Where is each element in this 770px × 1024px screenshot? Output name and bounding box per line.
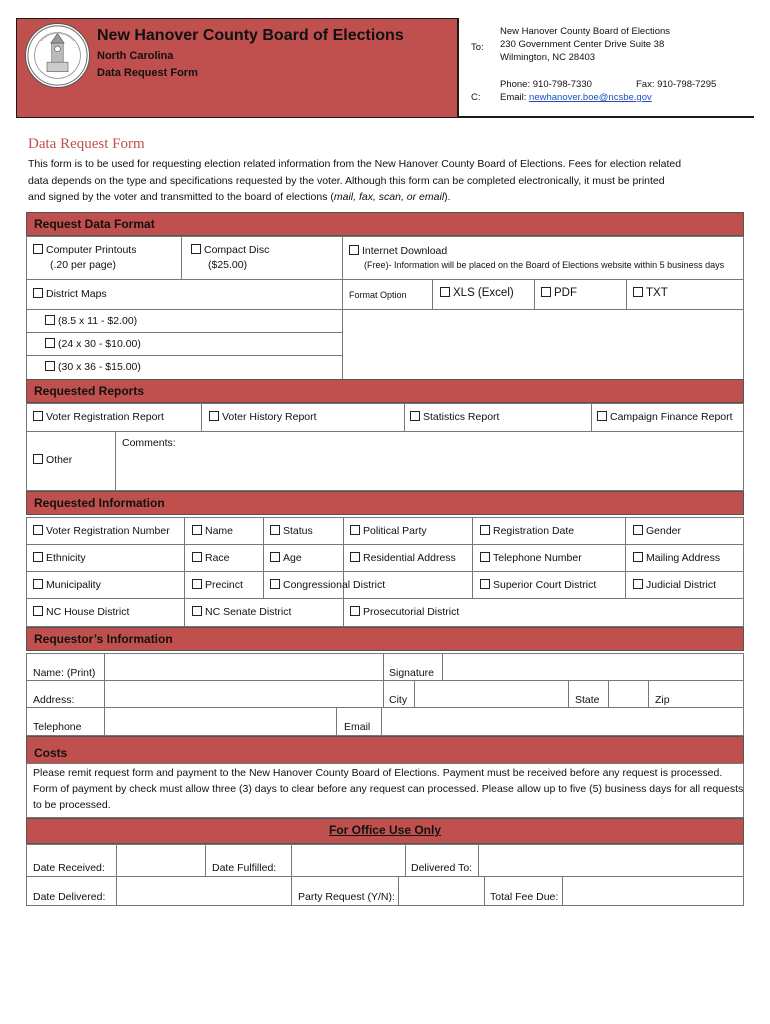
checkbox[interactable] — [349, 245, 359, 255]
checkbox[interactable] — [597, 411, 607, 421]
c-label: C: — [471, 92, 481, 103]
divider — [26, 680, 744, 681]
statistics-report-option[interactable]: Statistics Report — [410, 411, 499, 423]
comments-label: Comments: — [122, 437, 176, 449]
date-delivered-label: Date Delivered: — [33, 891, 106, 903]
total-fee-label: Total Fee Due: — [490, 891, 559, 903]
info-residential-address[interactable]: Residential Address — [350, 552, 456, 564]
checkbox[interactable] — [633, 287, 643, 297]
city-label: City — [389, 694, 408, 706]
map-size-30x36-option[interactable]: (30 x 36 - $15.00) — [45, 361, 141, 373]
checkbox[interactable] — [192, 525, 202, 535]
intro-line-1: This form is to be used for requesting election related information from the New Hanover County Board of Elections. Fees for election related — [28, 158, 682, 170]
checkbox[interactable] — [350, 525, 360, 535]
cell-computer-printouts — [26, 236, 182, 280]
voter-registration-report-option[interactable]: Voter Registration Report — [33, 411, 164, 423]
divider — [26, 876, 744, 877]
header-banner — [16, 18, 458, 118]
divider — [26, 707, 744, 708]
checkbox[interactable] — [192, 606, 202, 616]
info-registration-date[interactable]: Registration Date — [480, 525, 574, 537]
checkbox[interactable] — [541, 287, 551, 297]
internet-download-option[interactable]: Internet Download — [349, 245, 447, 257]
divider — [383, 653, 384, 708]
checkbox[interactable] — [350, 552, 360, 562]
intro-line-3: and signed by the voter and transmitted to the board of elections (mail, fax, scan, or email). — [28, 191, 451, 203]
divider — [608, 680, 609, 708]
intro-line-2: data depends on the type and specifications requested by the voter. Although this form can be completed electronically, it must be printed — [28, 174, 665, 187]
info-judicial-district[interactable]: Judicial District — [633, 579, 716, 591]
date-fulfilled-input[interactable] — [293, 846, 403, 875]
info-nc-house-district[interactable]: NC House District — [33, 606, 129, 618]
divider — [472, 517, 473, 599]
email-label: Email: — [500, 92, 530, 103]
cell-compact-disc — [181, 236, 343, 280]
state-subtitle: North Carolina — [97, 50, 174, 62]
divider — [201, 403, 202, 432]
telephone-input[interactable] — [106, 709, 334, 734]
checkbox[interactable] — [633, 525, 643, 535]
divider — [381, 707, 382, 736]
delivered-to-label: Delivered To: — [411, 862, 473, 874]
info-name[interactable]: Name — [192, 525, 233, 537]
divider — [568, 680, 569, 708]
party-request-input[interactable] — [400, 878, 482, 905]
checkbox[interactable] — [410, 411, 420, 421]
info-prosecutorial-district[interactable]: Prosecutorial District — [350, 606, 459, 618]
format-option-label: Format Option — [349, 290, 407, 300]
divider — [26, 332, 343, 333]
info-telephone-number[interactable]: Telephone Number — [480, 552, 582, 564]
date-delivered-input[interactable] — [118, 878, 289, 905]
state-label: State — [575, 694, 600, 706]
divider — [405, 844, 406, 877]
map-size-8x11-option[interactable]: (8.5 x 11 - $2.00) — [45, 315, 137, 327]
section-requestor-information: Requestor’s Information — [26, 627, 744, 651]
divider — [26, 571, 744, 572]
email-line — [500, 92, 652, 103]
checkbox[interactable] — [191, 244, 201, 254]
checkbox[interactable] — [45, 338, 55, 348]
divider — [116, 876, 117, 906]
divider — [398, 876, 399, 906]
zip-label: Zip — [655, 694, 670, 706]
divider — [625, 517, 626, 599]
map-size-24x30-option[interactable]: (24 x 30 - $10.00) — [45, 338, 141, 350]
divider — [26, 544, 744, 545]
checkbox[interactable] — [192, 552, 202, 562]
divider — [591, 403, 592, 432]
form-subtitle: Data Request Form — [97, 67, 198, 79]
checkbox[interactable] — [480, 552, 490, 562]
section-office-use: For Office Use Only — [26, 818, 744, 844]
info-nc-senate-district[interactable]: NC Senate District — [192, 606, 291, 618]
address-input[interactable] — [106, 682, 381, 706]
divider — [404, 403, 405, 432]
internet-download-note: (Free)- Information will be placed on the Board of Elections website within 5 business days — [364, 260, 725, 270]
total-fee-input[interactable] — [564, 878, 742, 905]
checkbox[interactable] — [33, 606, 43, 616]
compact-disc-option[interactable]: Compact Disc — [191, 244, 269, 256]
info-gender[interactable]: Gender — [633, 525, 681, 537]
checkbox[interactable] — [350, 606, 360, 616]
cell-map-sizes-blank — [342, 309, 744, 380]
checkbox[interactable] — [33, 411, 43, 421]
divider — [442, 653, 443, 681]
checkbox[interactable] — [33, 288, 43, 298]
info-ethnicity[interactable]: Ethnicity — [33, 552, 86, 564]
costs-line-3: to be processed. — [33, 799, 111, 811]
email-field-label: Email — [344, 721, 371, 733]
computer-printouts-option[interactable]: Computer Printouts — [33, 244, 136, 256]
name-input[interactable] — [106, 655, 381, 679]
date-received-label: Date Received: — [33, 862, 105, 874]
divider — [534, 279, 535, 310]
checkbox[interactable] — [209, 411, 219, 421]
checkbox[interactable] — [633, 579, 643, 589]
txt-option[interactable]: TXT — [633, 287, 668, 299]
info-precinct[interactable]: Precinct — [192, 579, 243, 591]
checkbox[interactable] — [33, 244, 43, 254]
divider — [648, 680, 649, 708]
to-line-3: Wilmington, NC 28403 — [500, 52, 596, 63]
address-label: Address: — [33, 694, 75, 706]
delivered-to-input[interactable] — [480, 846, 742, 875]
checkbox[interactable] — [192, 579, 202, 589]
divider — [104, 653, 105, 736]
signature-label: Signature — [389, 667, 434, 679]
divider — [26, 598, 744, 599]
email-link[interactable]: newhanover.boe@ncsbe.gov — [529, 92, 652, 103]
name-label: Name: (Print) — [33, 667, 96, 679]
to-label: To: — [471, 42, 484, 53]
divider — [336, 707, 337, 736]
header-rule — [458, 116, 754, 118]
signature-input[interactable] — [444, 655, 742, 679]
info-age[interactable]: Age — [270, 552, 302, 564]
divider — [478, 844, 479, 877]
cell-internet-download — [342, 236, 744, 280]
checkbox[interactable] — [33, 454, 43, 464]
comments-input[interactable] — [116, 450, 743, 490]
checkbox[interactable] — [45, 361, 55, 371]
pdf-option[interactable]: PDF — [541, 287, 577, 299]
computer-printouts-price: (.20 per page) — [50, 259, 116, 271]
info-voter-registration-number[interactable]: Voter Registration Number — [33, 525, 170, 537]
section-requested-information: Requested Information — [26, 491, 744, 515]
date-received-input[interactable] — [118, 846, 203, 875]
divider — [484, 876, 485, 906]
info-municipality[interactable]: Municipality — [33, 579, 101, 591]
page-title: Data Request Form — [28, 136, 145, 152]
divider — [626, 279, 627, 310]
telephone-label: Telephone — [33, 721, 82, 733]
section-requested-reports: Requested Reports — [26, 379, 744, 403]
checkbox[interactable] — [270, 579, 280, 589]
costs-line-1: Please remit request form and payment to the New Hanover County Board of Elections. Payment must be received before any request is processed. — [33, 767, 723, 779]
party-request-label: Party Request (Y/N): — [298, 891, 395, 903]
seal-icon — [26, 24, 89, 87]
date-fulfilled-label: Date Fulfilled: — [212, 862, 277, 874]
checkbox[interactable] — [480, 579, 490, 589]
other-report-option[interactable]: Other — [33, 454, 72, 466]
fax-number: Fax: 910-798-7295 — [636, 79, 717, 90]
intro-text — [28, 156, 718, 206]
divider — [432, 279, 433, 310]
section-costs: Costs — [26, 736, 744, 764]
checkbox[interactable] — [270, 552, 280, 562]
zip-input[interactable] — [670, 682, 742, 706]
divider — [263, 517, 264, 599]
info-congressional-district[interactable]: Congressional District — [270, 579, 385, 591]
divider — [205, 844, 206, 877]
info-status[interactable]: Status — [270, 525, 313, 537]
section-request-format: Request Data Format — [26, 212, 744, 236]
divider — [414, 680, 415, 708]
header-divider — [458, 18, 459, 118]
info-political-party[interactable]: Political Party — [350, 525, 427, 537]
divider — [184, 517, 185, 627]
district-maps-option[interactable]: District Maps — [33, 288, 107, 300]
checkbox[interactable] — [633, 552, 643, 562]
checkbox[interactable] — [33, 579, 43, 589]
checkbox[interactable] — [33, 525, 43, 535]
checkbox[interactable] — [440, 287, 450, 297]
divider — [291, 844, 292, 877]
info-race[interactable]: Race — [192, 552, 230, 564]
checkbox[interactable] — [270, 525, 280, 535]
divider — [343, 517, 344, 627]
city-input[interactable] — [416, 682, 566, 706]
email-input[interactable] — [383, 709, 742, 734]
voter-history-report-option[interactable]: Voter History Report — [209, 411, 317, 423]
to-line-1: New Hanover County Board of Elections — [500, 26, 671, 37]
compact-disc-price: ($25.00) — [208, 259, 248, 271]
phone-number: Phone: 910-798-7330 — [500, 79, 592, 90]
divider — [26, 355, 343, 356]
divider — [116, 844, 117, 877]
county-seal-logo — [25, 23, 90, 88]
checkbox[interactable] — [45, 315, 55, 325]
costs-line-2: Form of payment by check must allow three (3) days to clear before any request can processed. Please allow up to five (5) business days for all requests — [33, 783, 744, 795]
to-line-2: 230 Government Center Drive Suite 38 — [500, 39, 665, 50]
organization-title: New Hanover County Board of Elections — [97, 27, 404, 44]
intro-methods: mail, fax, scan, or email — [333, 191, 445, 203]
state-input[interactable] — [610, 682, 646, 706]
xls-option[interactable]: XLS (Excel) — [440, 287, 514, 299]
divider — [562, 876, 563, 906]
checkbox[interactable] — [33, 552, 43, 562]
checkbox[interactable] — [480, 525, 490, 535]
divider — [291, 876, 292, 906]
info-mailing-address[interactable]: Mailing Address — [633, 552, 720, 564]
campaign-finance-report-option[interactable]: Campaign Finance Report — [597, 411, 733, 423]
info-superior-court-district[interactable]: Superior Court District — [480, 579, 596, 591]
